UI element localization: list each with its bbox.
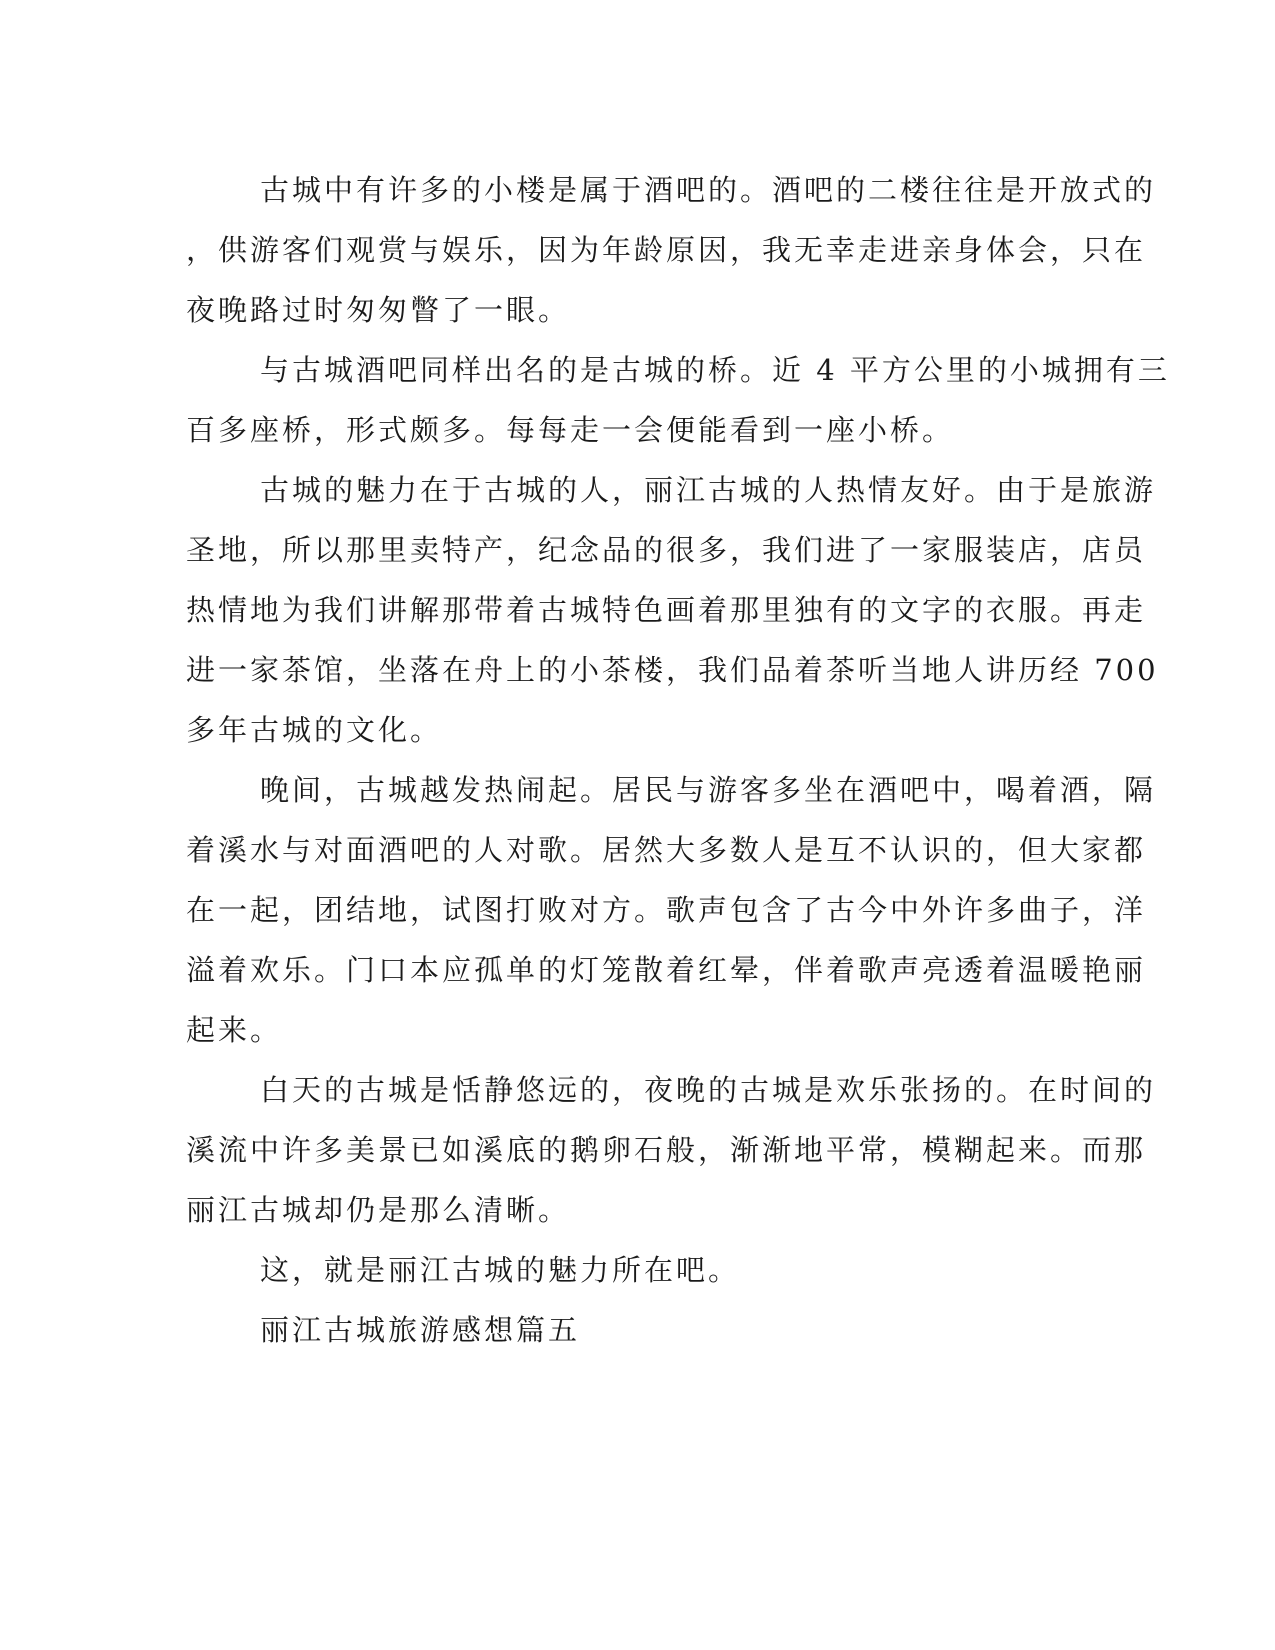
- text-line: 与古城酒吧同样出名的是古城的桥。近 4 平方公里的小城拥有三: [260, 353, 1170, 387]
- text-line: ，供游客们观赏与娱乐，因为年龄原因，我无幸走进亲身体会，只在: [186, 233, 1147, 267]
- text-line: 古城的魅力在于古城的人，丽江古城的人热情友好。由于是旅游: [260, 473, 1157, 507]
- paragraph-bridges: [186, 340, 1170, 460]
- paragraph-day-night: [186, 1060, 1157, 1240]
- paragraph-people: [186, 460, 1159, 760]
- text-line: 古城中有许多的小楼是属于酒吧的。酒吧的二楼往往是开放式的: [260, 173, 1157, 207]
- text-line: 进一家茶馆，坐落在舟上的小茶楼，我们品着茶听当地人讲历经 700: [186, 653, 1159, 687]
- text-line: 这，就是丽江古城的魅力所在吧。: [260, 1253, 741, 1287]
- text-line: 圣地，所以那里卖特产，纪念品的很多，我们进了一家服装店，店员: [186, 533, 1147, 567]
- text-line: 热情地为我们讲解那带着古城特色画着那里独有的文字的衣服。再走: [186, 593, 1147, 627]
- text-line: 晚间，古城越发热闹起。居民与游客多坐在酒吧中，喝着酒，隔: [260, 773, 1157, 807]
- paragraph-evening: [186, 760, 1157, 1060]
- paragraph-bar-buildings: [186, 160, 1157, 340]
- text-line: 着溪水与对面酒吧的人对歌。居然大多数人是互不认识的，但大家都: [186, 833, 1147, 867]
- document-body: [186, 160, 1170, 1360]
- text-line: 夜晚路过时匆匆瞥了一眼。: [186, 293, 571, 327]
- text-line: 百多座桥，形式颇多。每每走一会便能看到一座小桥。: [186, 413, 955, 447]
- section-title: 丽江古城旅游感想篇五: [260, 1313, 581, 1347]
- text-line: 起来。: [186, 1013, 283, 1047]
- section-heading: [186, 1300, 1056, 1360]
- text-line: 溢着欢乐。门口本应孤单的灯笼散着红晕，伴着歌声亮透着温暖艳丽: [186, 953, 1147, 987]
- text-line: 多年古城的文化。: [186, 713, 443, 747]
- text-line: 在一起，团结地，试图打败对方。歌声包含了古今中外许多曲子，洋: [186, 893, 1147, 927]
- paragraph-conclusion: [186, 1240, 1056, 1300]
- text-line: 白天的古城是恬静悠远的，夜晚的古城是欢乐张扬的。在时间的: [260, 1073, 1157, 1107]
- text-line: 溪流中许多美景已如溪底的鹅卵石般，渐渐地平常，模糊起来。而那: [186, 1133, 1147, 1167]
- text-line: 丽江古城却仍是那么清晰。: [186, 1193, 571, 1227]
